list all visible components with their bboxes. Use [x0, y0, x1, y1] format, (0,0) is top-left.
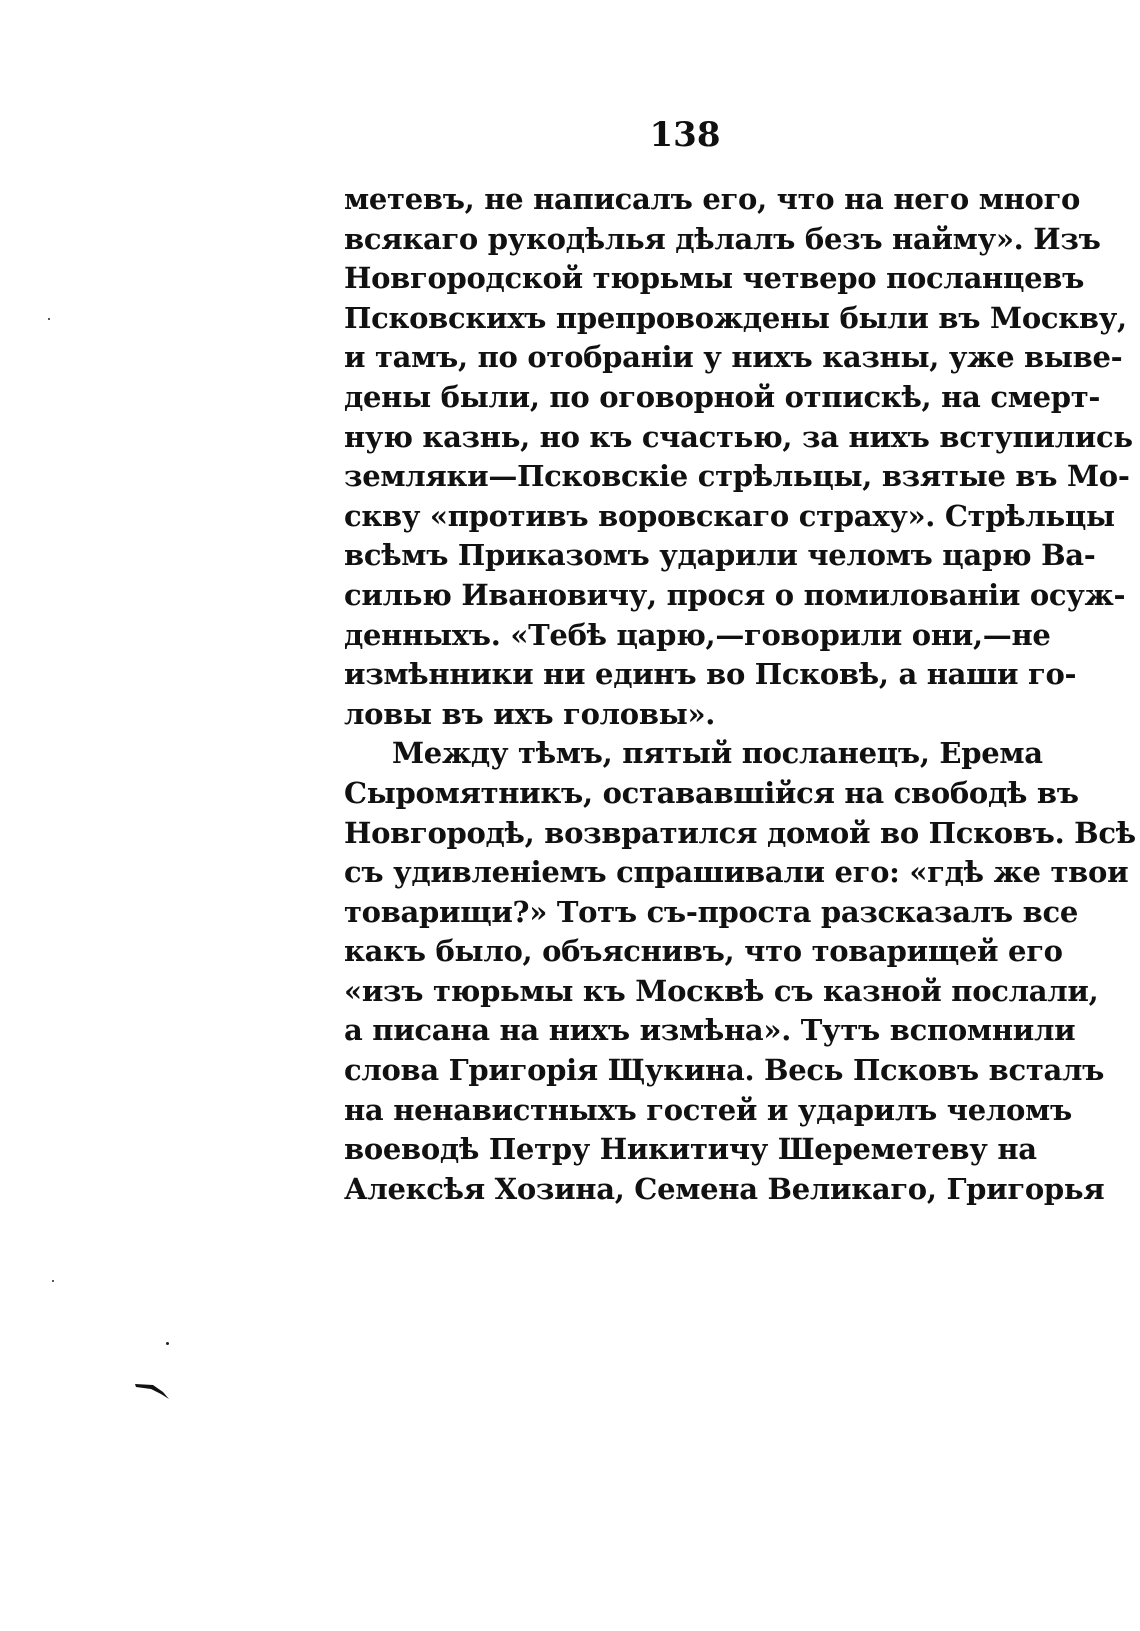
text-line: Алексѣя Хозина, Семена Великаго, Григорья: [344, 1171, 1105, 1206]
text-line: Новгородѣ, возвратился домой во Псковъ. Всѣ: [344, 815, 1136, 850]
text-line: всѣмъ Приказомъ ударили челомъ царю Ва-: [344, 538, 1096, 573]
text-line: ловы въ ихъ головы».: [344, 696, 716, 731]
text-line: ную казнь, но къ счастью, за нихъ вступились: [344, 419, 1133, 454]
text-line: метевъ, не написалъ его, что на него много: [344, 182, 1081, 216]
text-line: какъ было, объяснивъ, что товарищей его: [344, 934, 1063, 969]
text-line: Новгородской тюрьмы четверо посланцевъ: [344, 261, 1085, 296]
text-line: на ненавистныхъ гостей и ударилъ челомъ: [344, 1092, 1072, 1127]
scan-speck: [48, 318, 50, 320]
text-line: а писана на нихъ измѣна». Тутъ вспомнили: [344, 1013, 1076, 1048]
text-line: скву «противъ воровскаго страху». Стрѣльцы: [344, 498, 1115, 533]
body-text: [344, 180, 1136, 1209]
text-line: и тамъ, по отобраніи у нихъ казны, уже выве-: [344, 340, 1123, 375]
scan-mark: [133, 1378, 173, 1400]
text-line: товарищи?» Тотъ съ-проста разсказалъ все: [344, 894, 1078, 929]
text-line: измѣнники ни единъ во Псковѣ, а наши го-: [344, 657, 1077, 692]
text-line: Псковскихъ препровождены были въ Москву,: [344, 300, 1127, 335]
text-line: слова Григорія Щукина. Весь Псковъ всталъ: [344, 1053, 1105, 1088]
text-line: всякаго рукодѣлья дѣлалъ безъ найму». Изъ: [344, 221, 1101, 256]
text-line: Сыромятникъ, остававшійся на свободѣ въ: [344, 775, 1079, 810]
scan-speck: [166, 1342, 169, 1345]
text-line: денныхъ. «Тебѣ царю,—говорили они,—не: [344, 617, 1051, 652]
text-line: воеводѣ Петру Никитичу Шереметеву на: [344, 1132, 1037, 1167]
page-number: 138: [649, 115, 721, 155]
text-line: силью Ивановичу, прося о помилованіи осуж-: [344, 577, 1126, 612]
text-line: Между тѣмъ, пятый посланецъ, Ерема: [392, 736, 1043, 771]
text-line: съ удивленіемъ спрашивали его: «гдѣ же твои: [344, 855, 1129, 890]
text-line: дены были, по оговорной отпискѣ, на смерт-: [344, 379, 1101, 414]
scan-speck: [52, 1280, 54, 1282]
text-line: «изъ тюрьмы къ Москвѣ съ казной послали,: [344, 973, 1099, 1008]
text-line: земляки—Псковскіе стрѣльцы, взятые въ Мо-: [344, 459, 1130, 494]
